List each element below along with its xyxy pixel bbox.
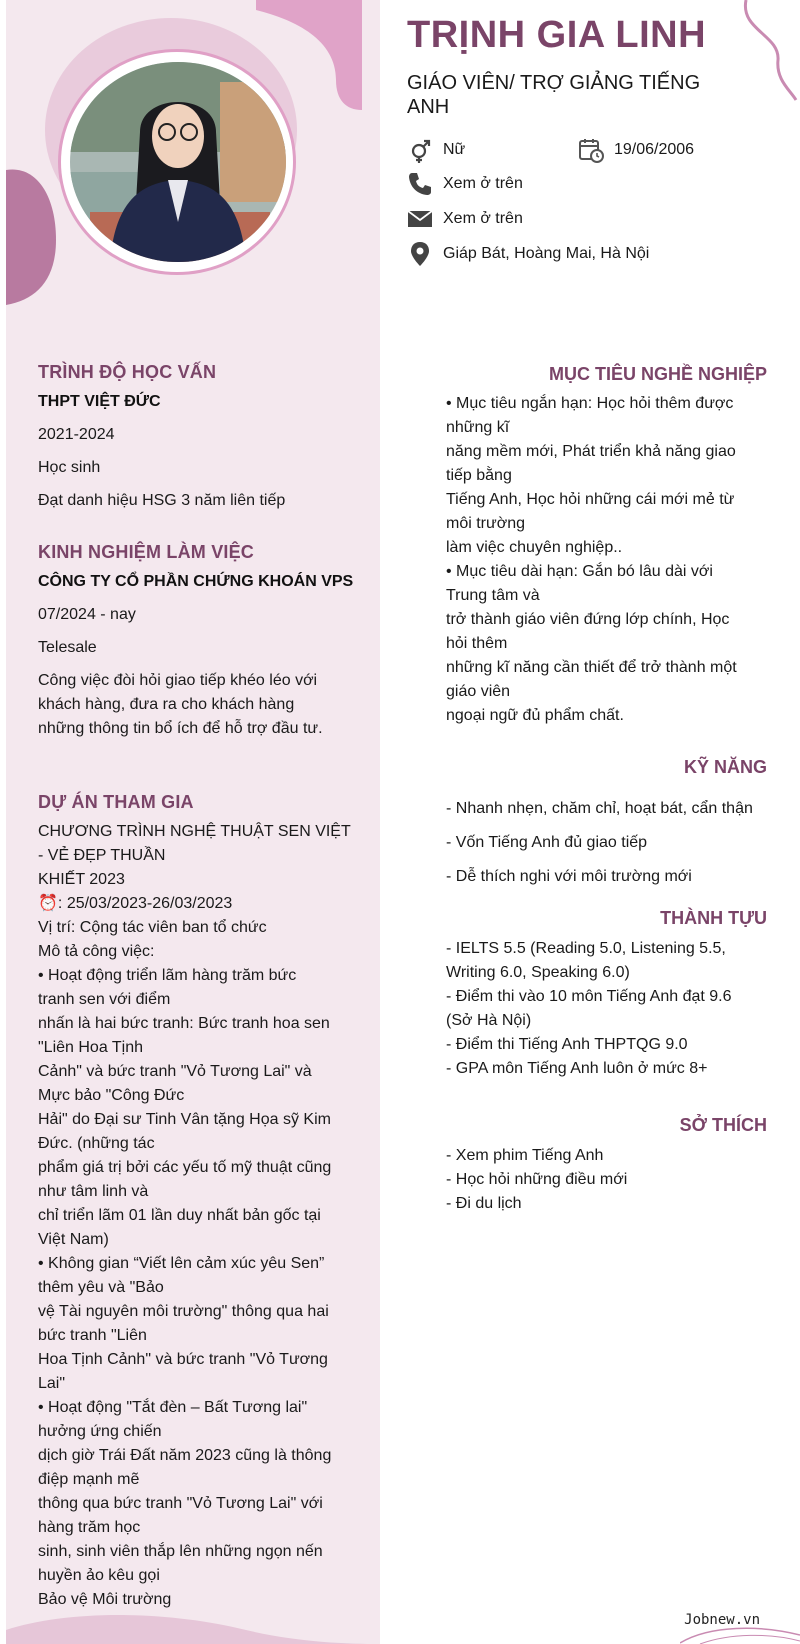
project-description-line: hưởng ứng chiến <box>38 1423 162 1440</box>
objective-line: Trung tâm và <box>446 587 540 604</box>
projects-description <box>38 820 358 1612</box>
phone-value: Xem ở trên <box>443 175 523 192</box>
brand-watermark: Jobnew.vn <box>684 1612 760 1628</box>
project-description-line: Bảo vệ Môi trường <box>38 1591 172 1608</box>
achievements-title: THÀNH TỰU <box>660 908 767 928</box>
education-title: TRÌNH ĐỘ HỌC VẤN <box>38 362 217 382</box>
experience-period: 07/2024 - nay <box>38 606 136 623</box>
project-description-line: huyền ảo kêu gọi <box>38 1567 160 1584</box>
project-description-line: phẩm giá trị bởi các yếu tố mỹ thuật cũng <box>38 1159 332 1176</box>
achievement-line: - IELTS 5.5 (Reading 5.0, Listening 5.5, <box>446 940 726 957</box>
project-description-line: vệ Tài nguyên môi trường" thông qua hai <box>38 1303 329 1320</box>
hobbies-title: SỞ THÍCH <box>679 1115 767 1135</box>
education-description: Đạt danh hiệu HSG 3 năm liên tiếp <box>38 492 286 509</box>
project-description-line: • Hoạt động "Tắt đèn – Bất Tương lai" <box>38 1399 308 1416</box>
achievement-line: - Điểm thi Tiếng Anh THPTQG 9.0 <box>446 1036 688 1053</box>
education-school: THPT VIỆT ĐỨC <box>38 393 161 410</box>
experience-description-line: Công việc đòi hỏi giao tiếp khéo léo với <box>38 672 318 689</box>
project-description-line: Lai" <box>38 1375 66 1392</box>
experience-description <box>38 669 358 741</box>
project-description-line: KHIẾT 2023 <box>38 871 125 888</box>
email-row <box>407 206 523 232</box>
objective-line: năng mềm mới, Phát triển khả năng giao <box>446 443 736 460</box>
project-description-line: CHƯƠNG TRÌNH NGHỆ THUẬT SEN VIỆT <box>38 823 351 840</box>
project-description-line: hàng trăm học <box>38 1519 141 1536</box>
phone-icon <box>407 171 433 197</box>
objective-line: Tiếng Anh, Học hỏi những cái mới mẻ từ <box>446 491 735 508</box>
skills-title: KỸ NĂNG <box>683 757 767 777</box>
project-description-line: Hải" do Đại sư Tinh Vân tặng Họa sỹ Kim <box>38 1111 331 1128</box>
objective-line: • Mục tiêu dài hạn: Gắn bó lâu dài với <box>446 563 713 580</box>
objective-line: tiếp bằng <box>446 467 512 484</box>
project-description-line: dịch giờ Trái Đất năm 2023 cũng là thông <box>38 1447 332 1464</box>
project-description-line: - VẺ ĐẸP THUẦN <box>38 847 166 864</box>
achievement-line: (Sở Hà Nội) <box>446 1012 532 1029</box>
address-row <box>407 241 649 267</box>
hobbies-list <box>446 1144 767 1216</box>
profile-photo-illustration <box>70 62 286 262</box>
calendar-icon <box>578 137 604 163</box>
objective-line: những kĩ năng cần thiết để trở thành một <box>446 659 737 676</box>
email-value: Xem ở trên <box>443 210 523 227</box>
gender-icon <box>407 137 433 163</box>
birthday-value: 19/06/2006 <box>614 141 695 158</box>
project-description-line: Mực bảo "Công Đức <box>38 1087 185 1104</box>
objective-line: môi trường <box>446 515 525 532</box>
gender-row <box>407 137 465 163</box>
skill-item: - Nhanh nhẹn, chăm chỉ, hoạt bát, cẩn thận <box>446 800 753 817</box>
project-description-line: chỉ triển lãm 01 lần duy nhất bản gốc tại <box>38 1207 321 1224</box>
education-role: Học sinh <box>38 459 101 476</box>
project-description-line: Cảnh" và bức tranh "Vỏ Tương Lai" và <box>38 1063 312 1080</box>
project-description-line: nhấn là hai bức tranh: Bức tranh hoa sen <box>38 1015 330 1032</box>
achievement-line: Writing 6.0, Speaking 6.0) <box>446 964 630 981</box>
project-description-line: thông qua bức tranh "Vỏ Tương Lai" với <box>38 1495 323 1512</box>
experience-title: KINH NGHIỆM LÀM VIỆC <box>38 542 255 562</box>
achievement-line: - Điểm thi vào 10 môn Tiếng Anh đạt 9.6 <box>446 988 732 1005</box>
project-description-line: ⏰: 25/03/2023-26/03/2023 <box>38 895 233 912</box>
project-description-line: Việt Nam) <box>38 1231 109 1248</box>
project-description-line: Hoa Tịnh Cảnh" và bức tranh "Vỏ Tương <box>38 1351 328 1368</box>
job-title: GIÁO VIÊN/ TRỢ GIẢNG TIẾNG ANH <box>407 72 701 118</box>
objective-line: làm việc chuyên nghiệp.. <box>446 539 623 556</box>
hobby-item: - Xem phim Tiếng Anh <box>446 1147 604 1164</box>
objective-line: hỏi thêm <box>446 635 508 652</box>
projects-title: DỰ ÁN THAM GIA <box>38 792 194 812</box>
project-description-line: Mô tả công việc: <box>38 943 155 960</box>
project-description-line: thêm yêu và "Bảo <box>38 1279 164 1296</box>
achievements-list <box>446 937 767 1081</box>
objective-line: trở thành giáo viên đứng lớp chính, Học <box>446 611 730 628</box>
education-section <box>38 360 358 513</box>
email-icon <box>407 206 433 232</box>
gender-value: Nữ <box>443 141 466 158</box>
experience-description-line: những thông tin bổ ích để hỗ trợ đầu tư. <box>38 720 323 737</box>
address-value: Giáp Bát, Hoàng Mai, Hà Nội <box>443 245 650 262</box>
experience-role: Telesale <box>38 639 97 656</box>
project-description-line: điệp mạnh mẽ <box>38 1471 140 1488</box>
education-period: 2021-2024 <box>38 426 115 443</box>
objective-line: • Mục tiêu ngắn hạn: Học hỏi thêm được <box>446 395 734 412</box>
objective-line: ngoại ngữ đủ phẩm chất. <box>446 707 624 724</box>
project-description-line: Đức. (những tác <box>38 1135 155 1152</box>
experience-company: CÔNG TY CỔ PHẦN CHỨNG KHOÁN VPS <box>38 573 354 590</box>
project-description-line: Vị trí: Cộng tác viên ban tổ chức <box>38 919 267 936</box>
experience-description-line: khách hàng, đưa ra cho khách hàng <box>38 696 295 713</box>
hobby-item: - Đi du lịch <box>446 1195 522 1212</box>
skill-item: - Dễ thích nghi với môi trường mới <box>446 868 692 885</box>
skills-list <box>446 797 767 889</box>
project-description-line: bức tranh "Liên <box>38 1327 147 1344</box>
project-description-line: • Hoạt động triển lãm hàng trăm bức <box>38 967 297 984</box>
objective-title: MỤC TIÊU NGHỀ NGHIỆP <box>548 364 767 384</box>
location-pin-icon <box>407 241 433 267</box>
objective-line: những kĩ <box>446 419 510 436</box>
decorative-corner-curve <box>740 0 800 110</box>
skill-item: - Vốn Tiếng Anh đủ giao tiếp <box>446 834 648 851</box>
project-description-line: như tâm linh và <box>38 1183 149 1200</box>
hobby-item: - Học hỏi những điều mới <box>446 1171 628 1188</box>
achievement-line: - GPA môn Tiếng Anh luôn ở mức 8+ <box>446 1060 708 1077</box>
project-description-line: "Liên Hoa Tịnh <box>38 1039 144 1056</box>
objective-description <box>446 392 767 728</box>
project-description-line: • Không gian “Viết lên cảm xúc yêu Sen” <box>38 1255 325 1272</box>
projects-section <box>38 790 358 1612</box>
project-description-line: tranh sen với điểm <box>38 991 171 1008</box>
candidate-name: TRỊNH GIA LINH <box>407 14 707 56</box>
experience-section <box>38 540 358 741</box>
project-description-line: sinh, sinh viên thắp lên những ngọn nến <box>38 1543 323 1560</box>
phone-row <box>407 171 523 197</box>
avatar <box>70 62 286 262</box>
objective-line: giáo viên <box>446 683 511 700</box>
birthday-row <box>578 137 694 163</box>
